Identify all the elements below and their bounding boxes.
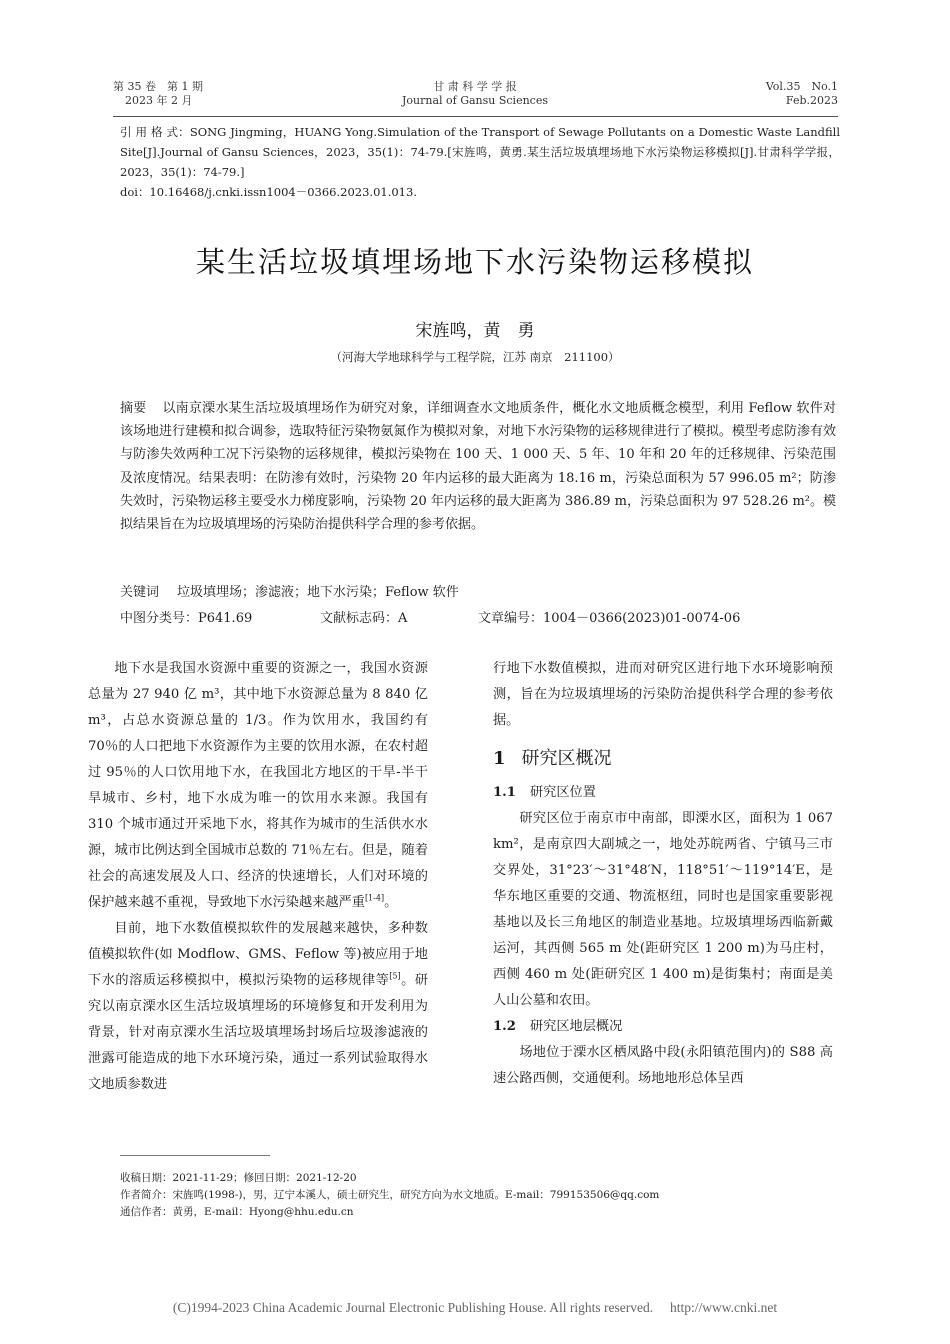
body-paragraph: 研究区位于南京市中南部，即溧水区，面积为 1 067 km²，是南京四大副城之一，地处苏皖两省、宁镇马三市交界处，31°23′～31°48′N，118°51′～119°14′E，是华东地区重要的交通、物流枢纽，同时也是国家重要影视基地以及长三角地区的制造业基地。垃圾填埋场西临新戴运河，其西侧 565 m 处(距研究区 1 200 m)为马庄村，西侧 460 m 处(距研究区 1 400 m)是街集村；南面是美人山公墓和农田。 [493, 811, 833, 1008]
header-volume: 第 35 卷 第 1 期 [113, 80, 203, 93]
section-title: 研究区概况 [521, 748, 612, 769]
copyright-line: (C)1994-2023 China Academic Journal Electronic Publishing House. All rights reserved. http://www.cnki.net [172, 1300, 778, 1315]
footnote-corresponding: 通信作者：黄勇，E-mail：Hyong@hhu.edu.cn [120, 1206, 354, 1218]
citation-block [120, 122, 840, 202]
document-code: 文献标志码：A [320, 611, 408, 626]
body-paragraph: 目前，地下水数值模拟软件的发展越来越快，多种数值模拟软件(如 Modflow、GMS、Feflow 等)被应用于地下水的溶质运移模拟中，模拟污染物的运移规律等[5]。研究以南京溧水区生活垃圾填埋场的环境修复和开发利用为背景，针对南京溧水生活垃圾填埋场封场后垃圾渗滤液的泄露可能造成的地下水环境污染，通过一系列试验取得水文地质参数进 [88, 921, 429, 1092]
footnote-received: 收稿日期：2021-11-29；修回日期：2021-12-20 [120, 1172, 357, 1184]
header-rule [113, 116, 838, 117]
clc-number: 中图分类号：P641.69 [120, 611, 253, 626]
subsection-heading [493, 780, 833, 806]
paper-authors: 宋旌鸣，黄 勇 [415, 321, 535, 341]
abstract-label: 摘要 [120, 401, 147, 416]
body-paragraph: 地下水是我国水资源中重要的资源之一，我国水资源总量为 27 940 亿 m³，其中地下水资源总量为 8 840 亿 m³，占总水资源总量的 1/3。作为饮用水，我国约有 70％的人口把地下水资源作为主要的饮用水源，在农村超过 95％的人口饮用地下水，在我国北方地区的干旱-半干旱城市、乡村，地下水成为唯一的饮用水来源。我国有 310 个城市通过开采地下水，将其作为城市的生活供水水源，城市比例达到全国城市总数的 71％左右。但是，随着社会的高速发展及人口、经济的快速增长，人们对环境的保护越来越不重视，导致地下水污染越来越严重[1-4]。 [88, 661, 428, 910]
abstract-text: 以南京溧水某生活垃圾填埋场作为研究对象，详细调查水文地质条件，概化水文地质概念模型，利用 Feflow 软件对该场地进行建模和拟合调参，选取特征污染物氨氮作为模拟对象，对地下水污染物的运移规律进行了模拟。模型考虑防渗有效与防渗失效两种工况下污染物的运移规律，模拟污染物在 100 天、1 000 天、5 年、10 年和 20 年的迁移规律、污染范围及浓度情况。结果表明：在防渗有效时，污染物 20 年内运移的最大距离为 18.16 m，污染总面积为 57 996.05 m²；防渗失效时，污染物运移主要受水力梯度影响，污染物 20 年内运移的最大距离为 386.89 m，污染总面积为 97 528.26 m²。模拟结果旨在为垃圾填埋场的污染防治提供科学合理的参考依据。 [120, 401, 836, 533]
body-paragraph: 行地下水数值模拟，进而对研究区进行地下水环境影响预测，旨在为垃圾填埋场的污染防治提供科学合理的参考依据。 [493, 661, 833, 728]
keywords-text: 垃圾填埋场；渗滤液；地下水污染；Feflow 软件 [177, 585, 459, 600]
paper-title: 某生活垃圾填埋场地下水污染物运移模拟 [195, 245, 754, 279]
header-journal [375, 80, 575, 108]
article-number: 文章编号：1004－0366(2023)01-0074-06 [478, 611, 741, 626]
header-date: 2023 年 2 月 [125, 94, 193, 107]
header-month: Feb.2023 [785, 94, 838, 107]
subsection-heading [493, 1014, 833, 1040]
subsection-number: 1.1 [493, 785, 516, 800]
citation-ref[interactable]: [1-4] [364, 893, 385, 903]
citation-text: SONG Jingming，HUANG Yong.Simulation of the Transport of Sewage Pollutants on a Domestic Waste Landfill Site[J].Journal of Gansu Sciences，2023，35(1)：74-79.[宋旌鸣，黄勇.某生活垃圾填埋场地下水污染物运移模拟[J].甘肃科学学报，2023，35(1)：74-79.] [120, 125, 841, 179]
citation-ref[interactable]: [5] [389, 971, 401, 981]
section-number: 1 [493, 748, 506, 769]
doi[interactable]: doi：10.16468/j.cnki.issn1004－0366.2023.01.013. [120, 185, 417, 199]
header-journal-en: Journal of Gansu Sciences [401, 94, 548, 107]
header-vol-en [740, 80, 838, 108]
header-issue [113, 80, 203, 108]
subsection-number: 1.2 [493, 1019, 516, 1034]
subsection-title: 研究区位置 [529, 785, 596, 800]
paper-affiliation: （河海大学地球科学与工程学院，江苏 南京 211100） [330, 350, 620, 364]
section-heading [493, 744, 833, 774]
header-journal-cn: 甘 肃 科 学 学 报 [433, 80, 517, 93]
body-paragraph: 场地位于溧水区栖凤路中段(永阳镇范围内)的 S88 高速公路西侧，交通便利。场地地形总体呈西 [493, 1045, 833, 1086]
footnote-author: 作者简介：宋旌鸣(1998-)，男，辽宁本溪人，硕士研究生，研究方向为水文地质。E-mail：799153506@qq.com [120, 1189, 660, 1201]
keywords-label: 关键词 [120, 585, 160, 600]
citation-label: 引 用 格 式： [120, 125, 190, 139]
abstract [120, 397, 836, 536]
keywords [120, 581, 836, 604]
footnote-rule [120, 1155, 270, 1156]
body-right-column [493, 656, 833, 1092]
subsection-title: 研究区地层概况 [529, 1019, 623, 1034]
header-vol-no: Vol.35 No.1 [765, 80, 838, 93]
body-left-column [88, 656, 428, 1098]
